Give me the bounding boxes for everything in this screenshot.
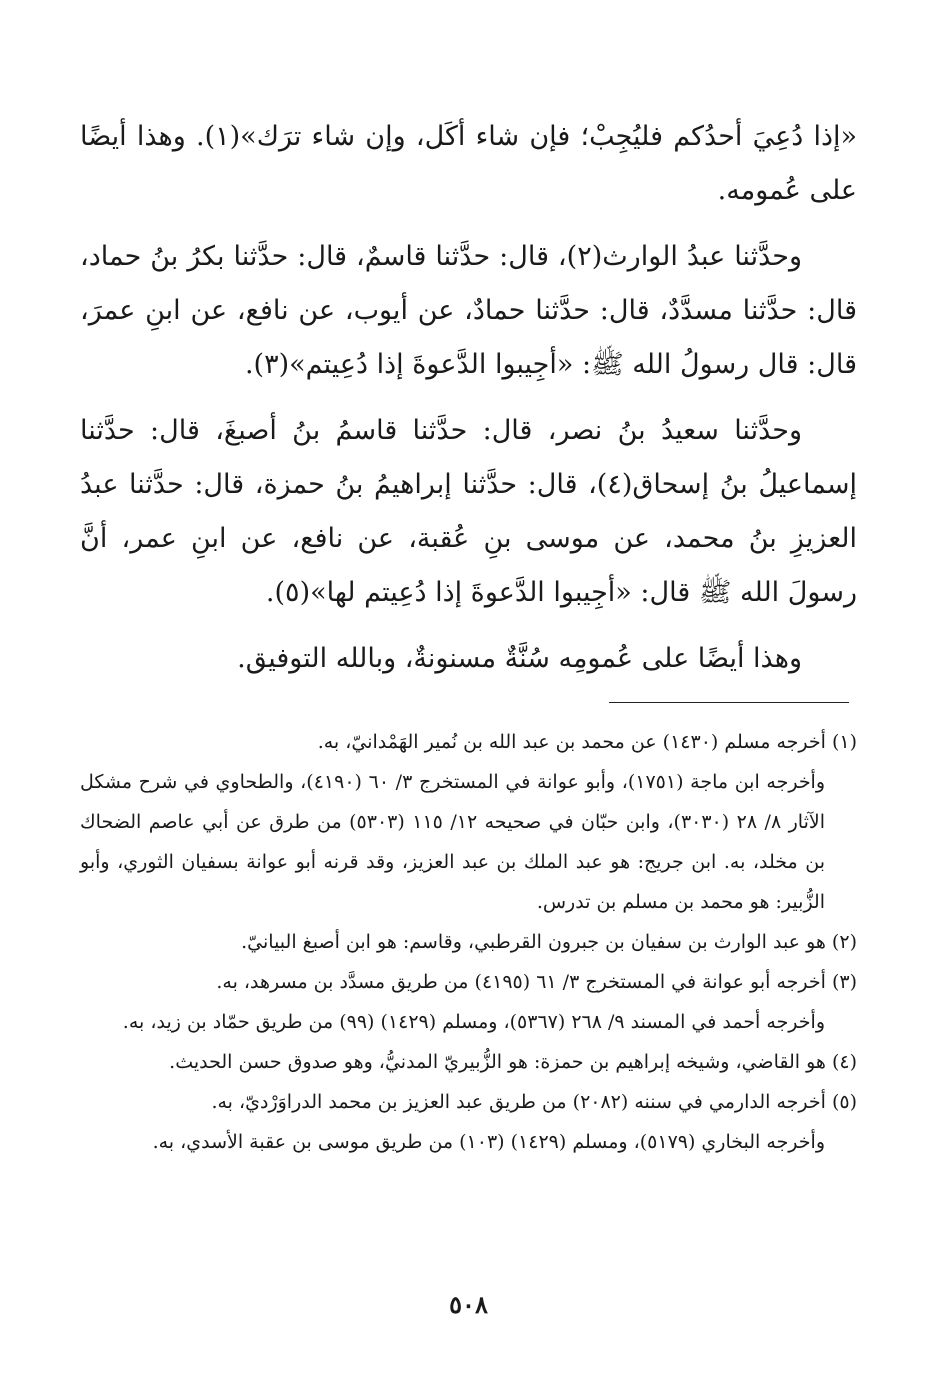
footnotes bbox=[80, 722, 857, 1162]
footnote-4: (٤) هو القاضي، وشيخه إبراهيم بن حمزة: هو الزُّبيريّ المدنيُّ، وهو صدوق حسن الحديث. bbox=[169, 1051, 857, 1073]
footnote-1-continuation: وأخرجه ابن ماجة (١٧٥١)، وأبو عوانة في المستخرج ٣/ ٦٠ (٤١٩٠)، والطحاوي في شرح مشكل الآثار ٨/ ٢٨ (٣٠٣٠)، وابن حبّان في صحيحه ١٢/ ١١٥ (٥٣٠٣) من طرق عن أبي عاصم الضحاك بن مخلد، به. ابن جريج: هو عبد الملك بن عبد العزيز، وقد قرنه أبو عوانة بسفيان الثوري، وأبو الزُّبير: هو محمد بن مسلم بن تدرس. bbox=[80, 771, 826, 913]
page-number: ٥٠٨ bbox=[449, 1290, 488, 1319]
footnote-5-continuation: وأخرجه البخاري (٥١٧٩)، ومسلم (١٤٢٩) (١٠٣) من طريق موسى بن عقبة الأسدي، به. bbox=[152, 1131, 825, 1153]
footnote-5: (٥) أخرجه الدارمي في سننه (٢٠٨٢) من طريق عبد العزيز بن محمد الدراوَرْديّ، به. bbox=[211, 1091, 857, 1113]
footnote-1: (١) أخرجه مسلم (١٤٣٠) عن محمد بن عبد الله بن نُمير الهَمْدانيّ، به. bbox=[317, 731, 857, 753]
footnote-3-continuation: وأخرجه أحمد في المسند ٩/ ٢٦٨ (٥٣٦٧)، ومسلم (١٤٢٩) (٩٩) من طريق حمّاد بن زيد، به. bbox=[122, 1011, 825, 1033]
footnote-3: (٣) أخرجه أبو عوانة في المستخرج ٣/ ٦١ (٤١٩٥) من طريق مسدَّد بن مسرهد، به. bbox=[216, 971, 857, 993]
paragraph-4: وهذا أيضًا على عُمومِه سُنَّةٌ مسنونةٌ، وبالله التوفيق. bbox=[237, 643, 802, 674]
footnote-2: (٢) هو عبد الوارث بن سفيان بن جبرون القرطبي، وقاسم: هو ابن أصبغ البيانيّ. bbox=[241, 931, 857, 953]
paragraph-1: «إذا دُعِيَ أحدُكم فليُجِبْ؛ فإن شاء أكَل، وإن شاء ترَك»(١). وهذا أيضًا على عُمومه. bbox=[80, 121, 857, 206]
main-text bbox=[80, 110, 857, 698]
paragraph-3: وحدَّثنا سعيدُ بنُ نصر، قال: حدَّثنا قاسمُ بنُ أصبغَ، قال: حدَّثنا إسماعيلُ بنُ إسحاق(٤)، قال: حدَّثنا إبراهيمُ بنُ حمزة، قال: حدَّثنا عبدُ العزيزِ بنُ محمد، عن موسى بنِ عُقبة، عن نافع، عن ابنِ عمر، أنَّ رسولَ الله ﷺ قال: «أجِيبوا الدَّعوةَ إذا دُعِيتم لها»(٥). bbox=[80, 415, 857, 608]
footnote-separator bbox=[609, 702, 849, 703]
paragraph-2: وحدَّثنا عبدُ الوارث(٢)، قال: حدَّثنا قاسمٌ، قال: حدَّثنا بكرُ بنُ حماد، قال: حدَّثنا مسدَّدٌ، قال: حدَّثنا حمادٌ، عن أيوب، عن نافع، عن ابنِ عمرَ، قال: قال رسولُ الله ﷺ: «أجِيبوا الدَّعوةَ إذا دُعِيتم»(٣). bbox=[80, 241, 857, 380]
